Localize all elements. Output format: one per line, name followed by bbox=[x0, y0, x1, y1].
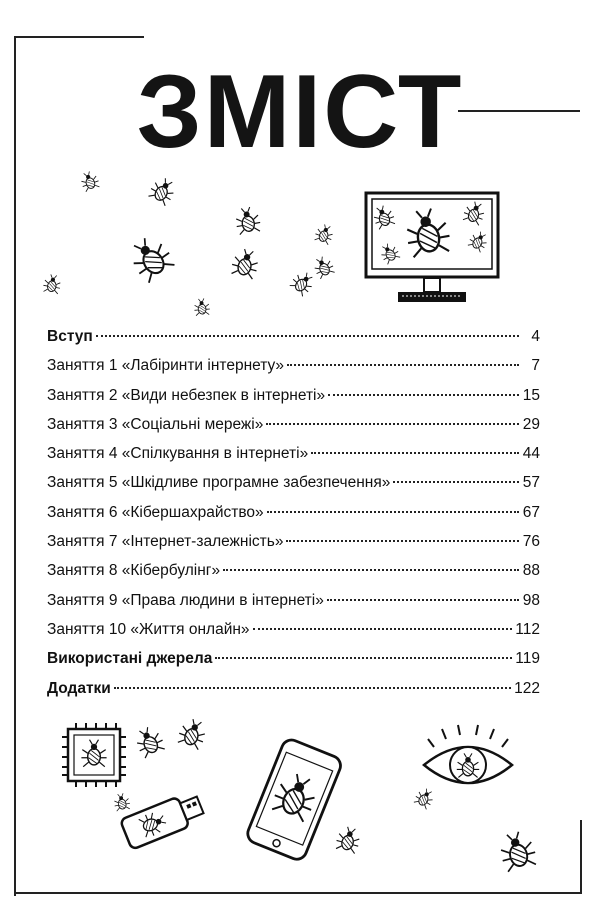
bottom-devices-illustration bbox=[40, 715, 580, 885]
toc-label: Заняття 4 «Спілкування в інтернеті» bbox=[47, 445, 309, 463]
toc-leader-dots bbox=[114, 687, 511, 689]
toc-row-lesson-10[interactable] bbox=[47, 621, 540, 650]
toc-leader-dots bbox=[253, 628, 513, 630]
toc-row-lesson-8[interactable] bbox=[47, 562, 540, 591]
toc-page-number: 122 bbox=[514, 679, 540, 697]
toc-label: Заняття 7 «Інтернет-залежність» bbox=[47, 533, 284, 551]
toc-page-number: 76 bbox=[522, 533, 540, 551]
monitor-with-bugs-illustration bbox=[362, 190, 502, 308]
frame-line-top bbox=[14, 36, 144, 38]
toc-page-number: 15 bbox=[522, 386, 540, 404]
toc-page-number: 4 bbox=[531, 328, 540, 345]
toc-row-appendices[interactable] bbox=[47, 680, 540, 709]
toc-label: Заняття 9 «Права людини в інтернеті» bbox=[47, 591, 324, 609]
toc-page-number: 67 bbox=[522, 503, 540, 521]
toc-row-lesson-6[interactable] bbox=[47, 504, 540, 533]
toc-row-lesson-1[interactable] bbox=[47, 357, 540, 386]
eye-icon bbox=[424, 725, 512, 783]
toc-label: Заняття 1 «Лабіринти інтернету» bbox=[47, 357, 285, 375]
toc-leader-dots bbox=[287, 364, 519, 366]
toc-row-lesson-2[interactable] bbox=[47, 387, 540, 416]
toc-page-number: 112 bbox=[515, 620, 540, 638]
toc-page-number: 88 bbox=[522, 562, 540, 580]
toc-row-lesson-9[interactable] bbox=[47, 592, 540, 621]
toc-row-lesson-3[interactable] bbox=[47, 416, 540, 445]
toc-leader-dots bbox=[286, 540, 519, 542]
usb-stick-icon bbox=[120, 790, 206, 850]
smartphone-icon bbox=[245, 737, 344, 862]
toc-leader-dots bbox=[328, 394, 519, 396]
toc-leader-dots bbox=[223, 569, 519, 571]
toc-label: Використані джерела bbox=[47, 650, 213, 668]
frame-line-left bbox=[14, 36, 16, 896]
frame-line-bottom bbox=[14, 892, 582, 894]
toc-row-intro[interactable] bbox=[47, 328, 540, 357]
toc-label: Заняття 10 «Життя онлайн» bbox=[47, 620, 250, 638]
toc-label: Вступ bbox=[47, 328, 93, 345]
toc-label: Заняття 3 «Соціальні мережі» bbox=[47, 415, 264, 433]
toc-leader-dots bbox=[393, 481, 519, 483]
chip-icon bbox=[62, 723, 126, 787]
toc-row-lesson-4[interactable] bbox=[47, 445, 540, 474]
toc-row-lesson-5[interactable] bbox=[47, 474, 540, 503]
frame-line-right bbox=[580, 820, 582, 894]
toc-leader-dots bbox=[96, 335, 519, 337]
toc-row-lesson-7[interactable] bbox=[47, 533, 540, 562]
toc-leader-dots bbox=[266, 423, 519, 425]
toc-page-number: 7 bbox=[531, 357, 540, 375]
toc-page-number: 57 bbox=[522, 474, 540, 492]
toc-label: Заняття 8 «Кібербулінг» bbox=[47, 562, 221, 580]
toc-page-number: 98 bbox=[522, 591, 540, 609]
page-title: ЗМІСТ bbox=[136, 54, 464, 170]
toc-leader-dots bbox=[327, 599, 519, 601]
toc-leader-dots bbox=[311, 452, 519, 454]
toc-page-number: 119 bbox=[515, 650, 540, 668]
toc-leader-dots bbox=[267, 511, 519, 513]
scattered-bugs-illustration bbox=[30, 160, 350, 330]
toc-label: Заняття 5 «Шкідливе програмне забезпечення» bbox=[47, 474, 391, 492]
toc-page-number: 44 bbox=[522, 445, 540, 463]
toc-label: Заняття 2 «Види небезпек в інтернеті» bbox=[47, 386, 326, 404]
table-of-contents bbox=[47, 328, 540, 709]
toc-label: Заняття 6 «Кібершахрайство» bbox=[47, 503, 264, 521]
toc-leader-dots bbox=[215, 657, 512, 659]
toc-page-number: 29 bbox=[522, 415, 540, 433]
toc-label: Додатки bbox=[47, 679, 111, 697]
toc-row-sources[interactable] bbox=[47, 650, 540, 679]
